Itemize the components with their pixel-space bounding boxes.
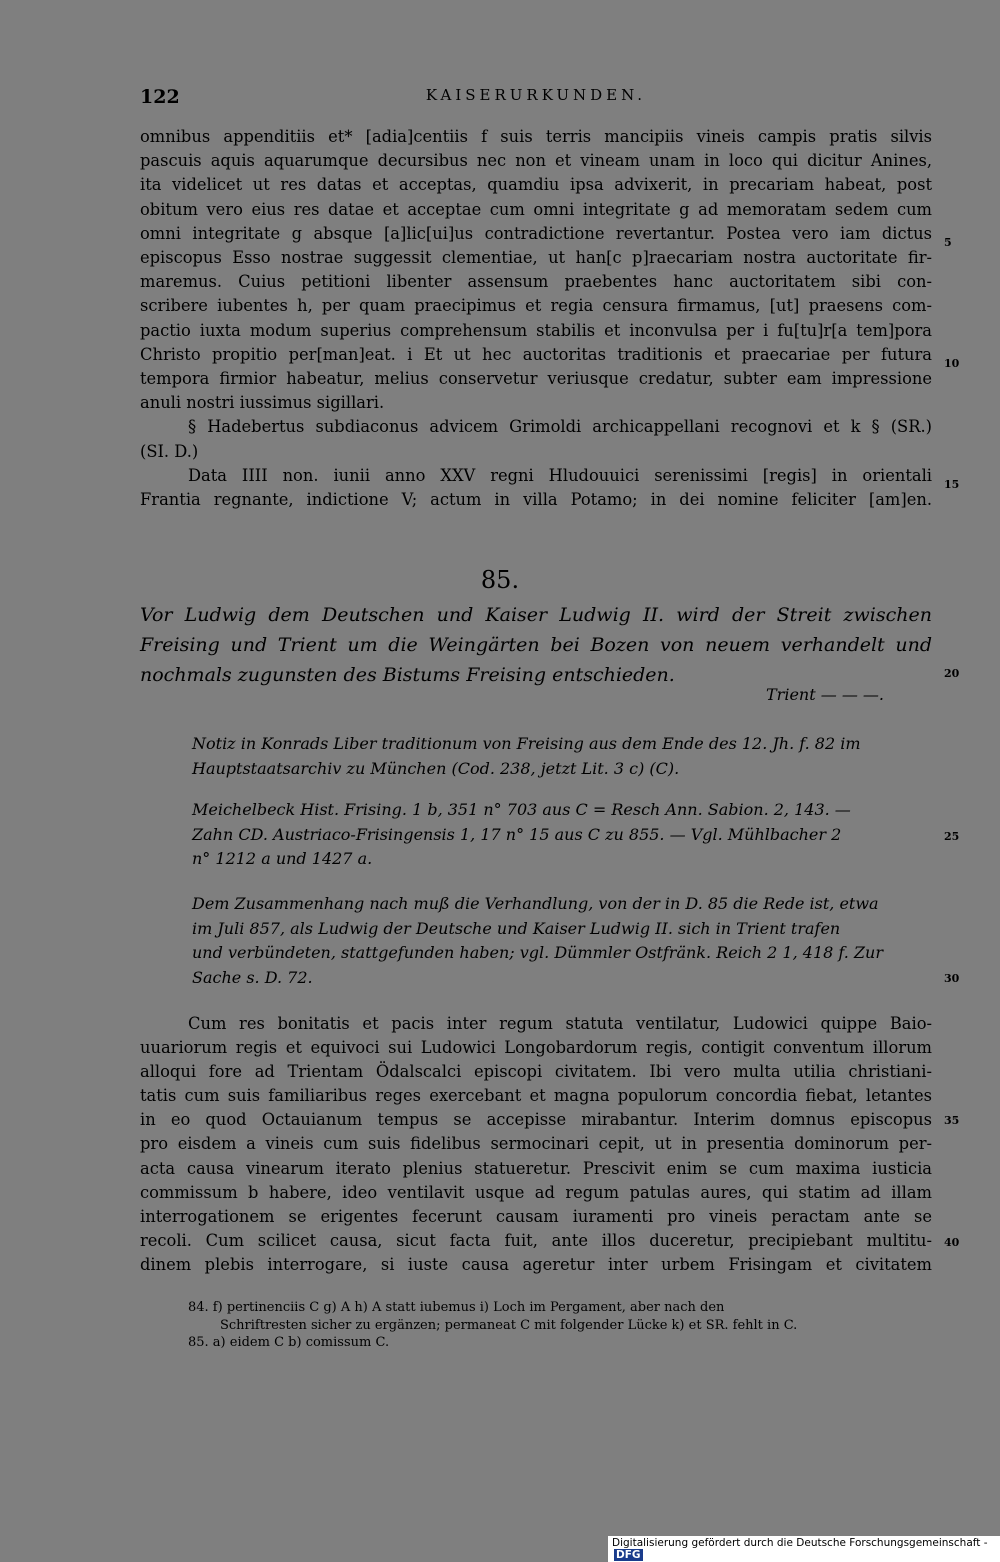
- text-line: in eo quod Octauianum tempus se accepisse mirabantur. Interim domnus episcopus: [140, 1110, 932, 1130]
- text-line: interrogationem se erigentes fecerunt causam iuramenti pro vineis peractam ante se: [140, 1206, 932, 1226]
- note-line: n° 1212 a und 1427 a.: [192, 849, 373, 868]
- signature-line: (SI. D.): [140, 441, 199, 461]
- footnote-line: 84. f) pertinenciis C g) A h) A statt iubemus i) Loch im Pergament, aber nach den: [188, 1300, 725, 1315]
- text-line: pactio iuxta modum superius comprehensum stabilis et inconvulsa per i fu[tu]r[a tem]pora: [140, 320, 932, 340]
- text-line: omnibus appenditiis et* [adia]centiis f suis terris mancipiis vineis campis pratis silvis: [140, 127, 932, 146]
- text-line: recoli. Cum scilicet causa, sicut facta fuit, ante illos duceretur, precipiebant multitu-: [140, 1230, 932, 1250]
- text-line: dinem plebis interrogare, si iuste causa ageretur inter urbem Frisingam et civitatem: [140, 1254, 932, 1274]
- text-line: anuli nostri iussimus sigillari.: [140, 393, 385, 413]
- text-line: pro eisdem a vineis cum suis fidelibus sermocinari cepit, ut in presentia dominorum per-: [140, 1134, 932, 1154]
- note-line: Sache s. D. 72.: [192, 967, 313, 987]
- place-date: Trient — — —.: [766, 685, 884, 704]
- edition-note: [192, 798, 934, 872]
- footnote-line: Schriftresten sicher zu ergänzen; permaneat C mit folgender Lücke k) et SR. fehlt in C.: [220, 1317, 798, 1333]
- text-line: tatis cum suis familiaribus reges exercebant et magna populorum concordia fiebat, letantes: [140, 1086, 932, 1106]
- text-line: Cum res bonitatis et pacis inter regum statuta ventilatur, Ludowici quippe Baio-: [188, 1014, 932, 1033]
- commentary-note: [192, 892, 934, 990]
- note-line: Hauptstaatsarchiv zu München (Cod. 238, jetzt Lit. 3 c) (C).: [192, 758, 680, 778]
- text-line: omni integritate g absque [a]lic[ui]us contradictione revertantur. Postea vero iam dictus: [140, 223, 932, 243]
- text-line: alloqui fore ad Trientam Ödalscalci episcopi civitatem. Ibi vero multa utilia christiani-: [140, 1062, 932, 1082]
- margin-number: 35: [944, 1114, 960, 1127]
- page-header: [140, 86, 932, 116]
- page-number: 122: [140, 86, 180, 108]
- note-line: Notiz in Konrads Liber traditionum von Freising aus dem Ende des 12. Jh. f. 82 im: [192, 734, 861, 753]
- margin-number: 15: [944, 478, 960, 491]
- text-line: ita videlicet ut res datas et acceptas, quamdiu ipsa advixerit, in precariam habeat, post: [140, 175, 932, 195]
- text-line: scribere iubentes h, per quam praecipimus et regia censura firmamus, [ut] praesens com-: [140, 296, 932, 316]
- signature-line: § Hadebertus subdiaconus advicem Grimoldi archicappellani recognovi et k § (SR.): [188, 417, 932, 437]
- margin-number: 10: [944, 357, 960, 370]
- dating-line: Data IIII non. iunii anno XXV regni Hludouuici serenissimi [regis] in orientali: [188, 465, 932, 485]
- document-rubric: [140, 600, 932, 690]
- credit-text: Digitalisierung gefördert durch die Deutsche Forschungsgemeinschaft -: [612, 1537, 988, 1549]
- notice-text: [140, 1012, 932, 1277]
- rubric-line: Vor Ludwig dem Deutschen und Kaiser Ludwig II. wird der Streit zwischen: [140, 604, 932, 626]
- charter-text: [140, 125, 932, 512]
- rubric-line: nochmals zugunsten des Bistums Freising entschieden.: [140, 664, 675, 686]
- source-note: [192, 732, 934, 781]
- text-line: Christo propitio per[man]eat. i Et ut hec auctoritas traditionis et praecariae per futura: [140, 344, 932, 364]
- note-line: im Juli 857, als Ludwig der Deutsche und Kaiser Ludwig II. sich in Trient trafen: [192, 918, 841, 938]
- margin-number: 30: [944, 972, 960, 985]
- margin-number: 40: [944, 1236, 960, 1249]
- footnote-line: 85. a) eidem C b) comissum C.: [188, 1335, 390, 1351]
- dfg-logo: DFG: [616, 1549, 641, 1561]
- note-line: Zahn CD. Austriaco-Frisingensis 1, 17 n° 15 aus C zu 855. — Vgl. Mühlbacher 2: [192, 824, 842, 844]
- margin-number: 5: [944, 236, 952, 249]
- note-line: und verbündeten, stattgefunden haben; vgl. Dümmler Ostfränk. Reich 2 1, 418 f. Zur: [192, 943, 883, 962]
- document-number: 85.: [480, 566, 520, 594]
- text-line: acta causa vinearum iterato plenius statueretur. Prescivit enim se cum maxima iusticia: [140, 1158, 932, 1178]
- text-line: commissum b habere, ideo ventilavit usque ad regum patulas aures, qui statim ad illam: [140, 1182, 932, 1202]
- text-line: episcopus Esso nostrae suggessit clementiae, ut han[c p]raecariam nostra auctoritate fir-: [140, 248, 932, 268]
- footnotes: [188, 1299, 948, 1352]
- margin-number: 25: [944, 830, 960, 843]
- dfg-credit: [608, 1536, 1000, 1562]
- note-line: Dem Zusammenhang nach muß die Verhandlung, von der in D. 85 die Rede ist, etwa: [192, 894, 879, 913]
- running-title: KAISERURKUNDEN.: [425, 86, 647, 104]
- text-line: tempora firmior habeatur, melius conservetur veriusque credatur, subter eam impressione: [140, 369, 932, 389]
- margin-number: 20: [944, 667, 960, 680]
- text-line: pascuis aquis aquarumque decursibus nec non et vineam unam in loco qui dicitur Anines,: [140, 151, 932, 171]
- text-line: maremus. Cuius petitioni libenter assensum praebentes hanc auctoritatem sibi con-: [140, 272, 932, 292]
- dating-line: Frantia regnante, indictione V; actum in villa Potamo; in dei nomine feliciter [am]en.: [140, 490, 932, 510]
- text-line: obitum vero eius res datae et acceptae cum omni integritate g ad memoratam sedem cum: [140, 199, 932, 219]
- note-line: Meichelbeck Hist. Frising. 1 b, 351 n° 703 aus C = Resch Ann. Sabion. 2, 143. —: [192, 800, 851, 819]
- text-line: uuariorum regis et equivoci sui Ludowici Longobardorum regis, contigit conventum illorum: [140, 1038, 932, 1058]
- rubric-line: Freising und Trient um die Weingärten bei Bozen von neuem verhandelt und: [140, 634, 932, 656]
